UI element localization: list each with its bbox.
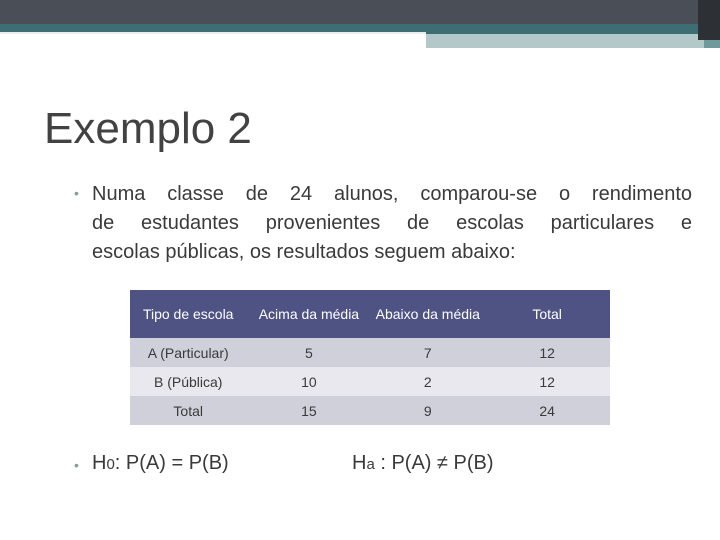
table-cell: 2 [371, 367, 484, 396]
table-row [130, 396, 610, 425]
ha-subscript: a [366, 456, 375, 473]
table-cell: 15 [246, 396, 371, 425]
alternative-hypothesis [352, 452, 494, 475]
bullet-line-2: de estudantes provenientes de escolas particulares e [92, 212, 692, 234]
top-dark-band [0, 0, 720, 24]
bullet-paragraph [74, 180, 692, 267]
h0-subscript: 0 [106, 456, 115, 473]
corner-accent-small [704, 40, 720, 48]
header-total: Total [484, 290, 610, 338]
header-abaixo-media: Abaixo da média [371, 290, 484, 338]
table-cell: 12 [484, 338, 610, 367]
table-cell: 5 [246, 338, 371, 367]
bullet-line-3: escolas públicas, os resultados seguem abaixo: [92, 241, 516, 263]
h0-prefix: H [92, 452, 107, 474]
bullet-icon: • [74, 457, 79, 473]
table-header-row [130, 290, 610, 338]
slide-title: Exemplo 2 [44, 104, 252, 153]
table-cell: 24 [484, 396, 610, 425]
table-cell: 10 [246, 367, 371, 396]
ha-expression: : P(A) ≠ P(B) [374, 452, 494, 474]
table-row [130, 338, 610, 367]
table-cell: A (Particular) [130, 338, 246, 367]
table-cell: 12 [484, 367, 610, 396]
table-row [130, 367, 610, 396]
header-tipo-escola: Tipo de escola [130, 290, 246, 338]
corner-accent [698, 0, 720, 40]
table-cell: B (Pública) [130, 367, 246, 396]
ha-prefix: H [352, 452, 367, 474]
results-table [130, 290, 610, 425]
header-acima-media: Acima da média [246, 290, 371, 338]
top-light-band [426, 34, 720, 48]
table-cell: 7 [371, 338, 484, 367]
h0-expression: : P(A) = P(B) [114, 452, 229, 474]
table-cell: Total [130, 396, 246, 425]
bullet-line-1: Numa classe de 24 alunos, comparou-se o rendimento [92, 183, 692, 205]
null-hypothesis [92, 452, 229, 475]
top-divider-line [0, 32, 426, 34]
bullet-icon: • [74, 185, 79, 201]
table-cell: 9 [371, 396, 484, 425]
